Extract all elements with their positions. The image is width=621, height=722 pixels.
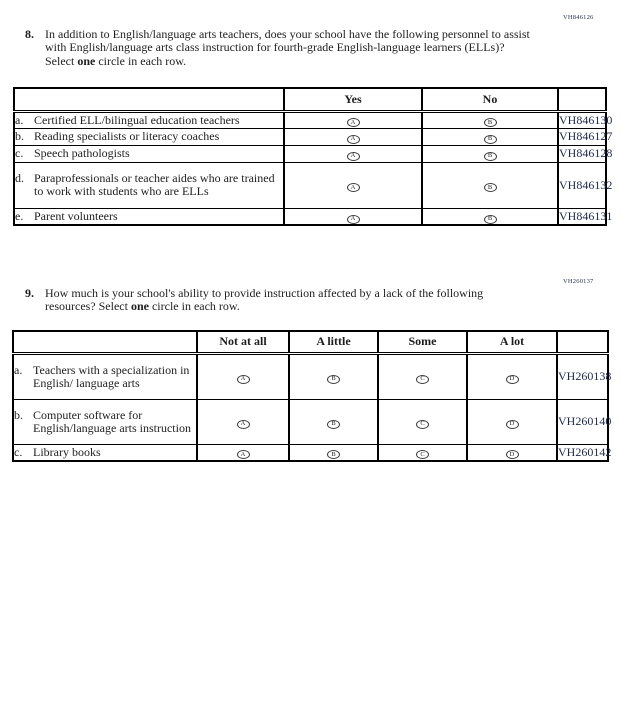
table-row [14, 128, 606, 145]
q8-row-c-bubble-no[interactable]: B [484, 152, 497, 161]
q8-response-table [13, 87, 613, 226]
q8-row-a-code: VH846130 [559, 112, 613, 127]
q9-row-a-bubble-a-little[interactable]: B [327, 375, 340, 384]
q8-header-code-blank [558, 88, 606, 111]
question-8-number: 8. [25, 27, 34, 41]
q9-header-blank [13, 331, 197, 353]
q9-row-c-letter: c. [14, 444, 23, 459]
q9-row-a-bubble-not-at-all[interactable]: A [237, 375, 250, 384]
q9-row-a-bubble-some[interactable]: C [416, 375, 429, 384]
question-9-text-after: circle in each row. [148, 299, 240, 314]
q8-row-b-letter: b. [15, 129, 24, 143]
q8-row-b-label: Reading specialists or literacy coaches [34, 129, 220, 143]
q9-row-c-bubble-a-lot[interactable]: D [506, 450, 519, 459]
table-row [13, 399, 608, 444]
q8-row-b-code: VH846127 [559, 129, 613, 143]
q8-row-c-code: VH846128 [559, 146, 613, 160]
q8-header-no: No [422, 88, 558, 111]
q8-row-d-bubble-yes[interactable]: A [347, 183, 360, 192]
q9-row-b-bubble-a-lot[interactable]: D [506, 420, 519, 429]
question-8-text-after: circle in each row. [95, 53, 187, 68]
q9-row-c-bubble-a-little[interactable]: B [327, 450, 340, 459]
q8-header-yes: Yes [284, 88, 422, 111]
q8-row-e-code: VH846131 [558, 208, 606, 225]
question-9 [25, 287, 531, 314]
q8-row-d-code: VH846132 [558, 162, 606, 208]
question-8-text-bold: one [77, 53, 96, 68]
q9-row-a-bubble-a-lot[interactable]: D [506, 375, 519, 384]
q8-row-d-bubble-no[interactable]: B [484, 183, 497, 192]
q8-row-e-bubble-yes[interactable]: A [347, 215, 360, 224]
q9-header-not-at-all: Not at all [197, 331, 289, 353]
q9-header-code-blank [557, 331, 608, 353]
q8-row-e-letter: e. [15, 208, 24, 223]
q9-row-c-code: VH260142 [558, 444, 612, 459]
q9-row-b-bubble-some[interactable]: C [416, 420, 429, 429]
q8-row-e-bubble-no[interactable]: B [484, 215, 497, 224]
table-row [14, 111, 606, 128]
question-9-text-bold: one [130, 299, 149, 314]
q8-row-a-label: Certified ELL/bilingual education teachers [34, 112, 240, 127]
q9-row-c-bubble-some[interactable]: C [416, 450, 429, 459]
q8-row-a-bubble-yes[interactable]: A [347, 118, 360, 127]
question-8-text-before: In addition to English/language arts teachers, does your school have the following personnel to assist with English/language arts class instruction for fourth-grade English-language learners (ELLs)? Select [45, 27, 530, 68]
q8-row-a-bubble-no[interactable]: B [484, 118, 497, 127]
table-row [13, 444, 608, 461]
q9-row-a-code: VH260138 [557, 353, 608, 399]
q9-header-a-little: A little [289, 331, 378, 353]
question-8-text [45, 28, 531, 68]
question-9-text-before: How much is your school's ability to provide instruction affected by a lack of the following resources? Select [45, 286, 484, 314]
q9-row-b-letter: b. [14, 407, 23, 422]
q9-row-b-bubble-not-at-all[interactable]: A [237, 420, 250, 429]
q9-response-table [12, 330, 612, 462]
table-row [14, 208, 606, 225]
q9-row-c-bubble-not-at-all[interactable]: A [237, 450, 250, 459]
q9-row-b-code: VH260140 [557, 399, 608, 444]
q9-row-a-label: Teachers with a specialization in English/ language arts [33, 362, 190, 390]
q9-header-some: Some [378, 331, 467, 353]
table-row [14, 145, 606, 162]
q8-row-d-label: Paraprofessionals or teacher aides who are trained to work with students who are ELLs [34, 171, 275, 198]
table-row [13, 353, 608, 399]
q9-row-a-letter: a. [14, 362, 23, 377]
table-row [14, 162, 606, 208]
question-9-number: 9. [25, 286, 34, 300]
q8-row-a-letter: a. [15, 112, 24, 127]
q8-row-d-letter: d. [15, 171, 24, 185]
q8-row-b-bubble-no[interactable]: B [484, 135, 497, 144]
question-9-text [45, 287, 531, 314]
q8-header-blank [14, 88, 284, 111]
q8-row-b-bubble-yes[interactable]: A [347, 135, 360, 144]
q8-row-c-label: Speech pathologists [34, 146, 130, 160]
q9-row-c-label: Library books [33, 444, 101, 459]
q8-row-c-bubble-yes[interactable]: A [347, 152, 360, 161]
q8-row-c-letter: c. [15, 146, 24, 160]
q9-admin-code: VH260137 [563, 278, 594, 285]
q8-admin-code: VH846126 [563, 14, 594, 21]
question-8 [25, 28, 531, 68]
q9-row-b-bubble-a-little[interactable]: B [327, 420, 340, 429]
q9-row-b-label: Computer software for English/language arts instruction [33, 407, 191, 435]
q8-row-e-label: Parent volunteers [34, 208, 118, 223]
q9-header-a-lot: A lot [467, 331, 557, 353]
